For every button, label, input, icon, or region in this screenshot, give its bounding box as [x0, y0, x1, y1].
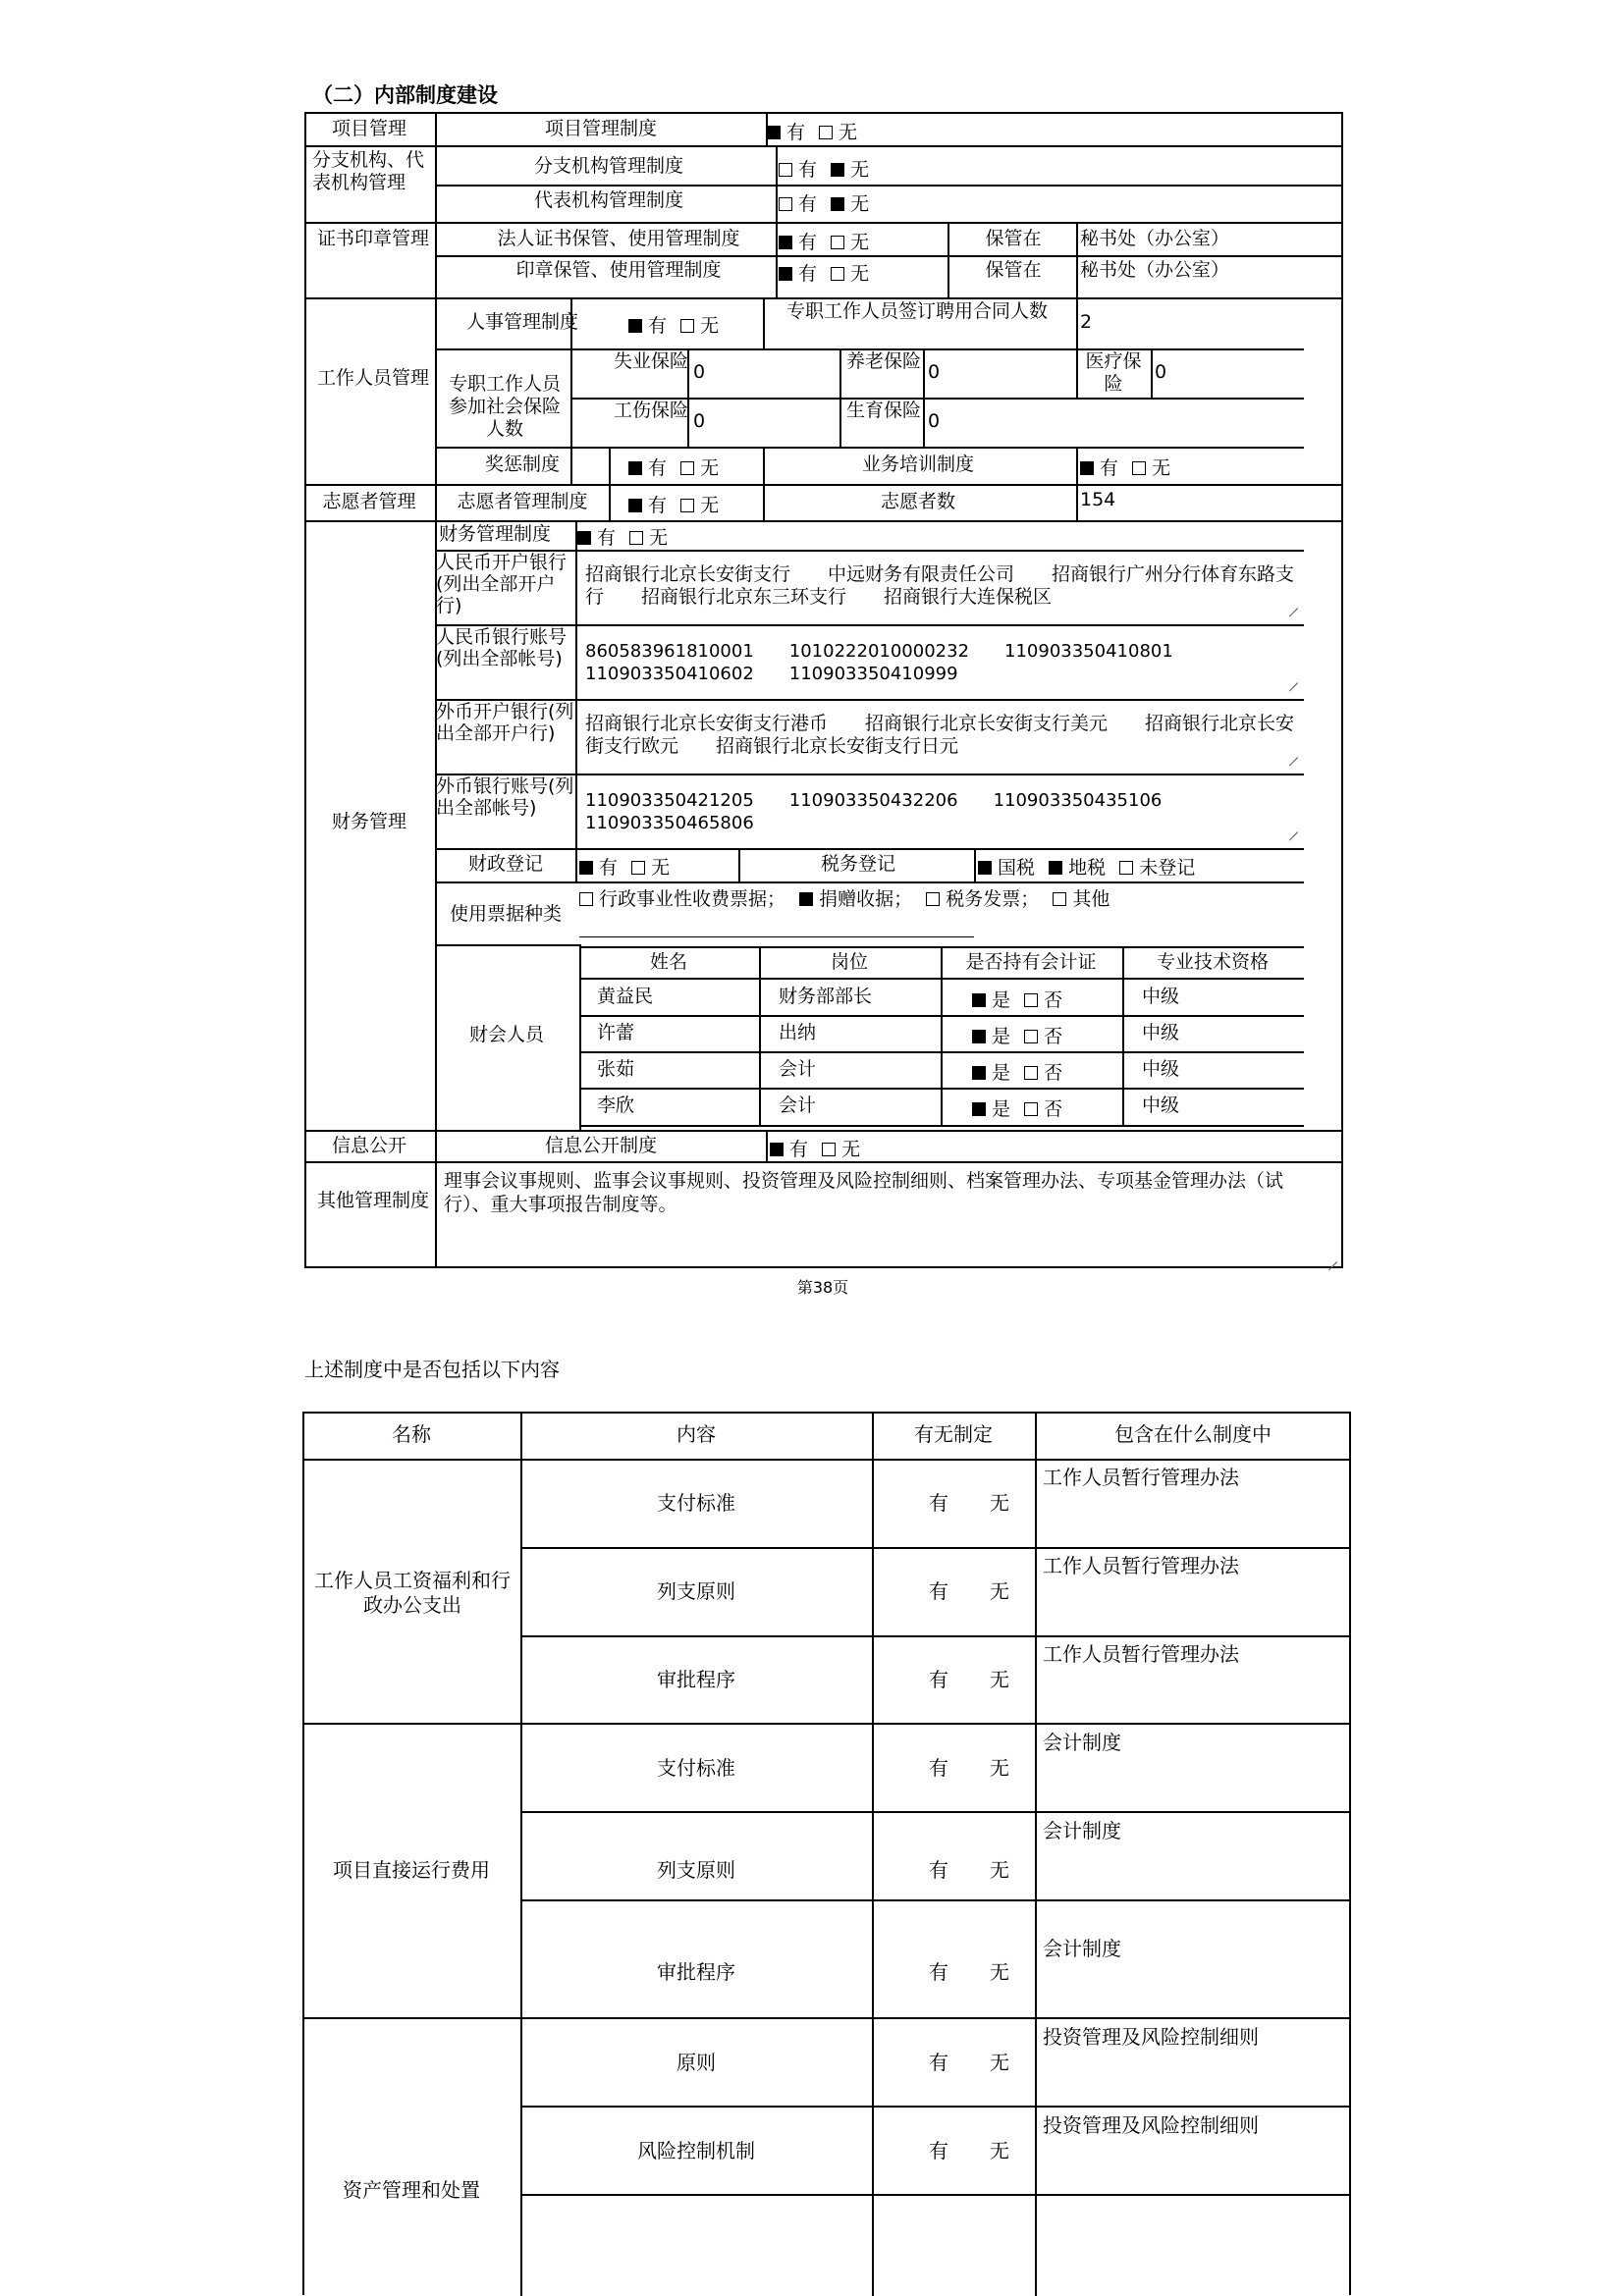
resize-handle-icon[interactable] — [1286, 746, 1298, 758]
yes-checkbox-icon[interactable] — [577, 531, 591, 545]
project-mgmt-label: 项目管理 — [331, 118, 407, 139]
t2-row-where[interactable]: 工作人员暂行管理办法 — [1043, 1466, 1239, 1489]
injury-ins-value[interactable]: 0 — [693, 410, 706, 432]
acct-header-post: 岗位 — [830, 951, 869, 973]
volunteer-count-value[interactable]: 154 — [1080, 489, 1116, 510]
yes-checkbox-icon[interactable] — [972, 1030, 986, 1043]
hr-system-name: 人事管理制度 — [465, 311, 579, 333]
national-tax-checkbox-icon[interactable] — [978, 861, 992, 875]
yes-checkbox-icon[interactable] — [628, 461, 642, 475]
t2-no-text[interactable]: 无 — [990, 1960, 1009, 1984]
rmb-bank-value[interactable]: 招商银行北京长安街支行 中远财务有限责任公司 招商银行广州分行体育东路支行 招商银行北京东三环支行 招商银行大连保税区 — [585, 563, 1295, 608]
fiscal-reg-name: 财政登记 — [467, 853, 544, 875]
t2-row-content: 审批程序 — [657, 1668, 735, 1691]
disclosure-system-name: 信息公开制度 — [544, 1135, 658, 1156]
cert-system-name: 法人证书保管、使用管理制度 — [497, 228, 740, 249]
t2-row-where[interactable]: 会计制度 — [1043, 1819, 1121, 1842]
cert-keeper-label: 保管在 — [985, 228, 1042, 249]
receipt-type-name: 使用票据种类 — [449, 903, 563, 925]
no-checkbox-icon[interactable] — [831, 163, 844, 177]
yes-checkbox-icon[interactable] — [628, 499, 642, 512]
no-checkbox-icon[interactable] — [831, 197, 844, 211]
t2-no-text[interactable]: 无 — [990, 2051, 1009, 2074]
seal-keeper-label: 保管在 — [985, 259, 1042, 281]
t2-row-where[interactable]: 会计制度 — [1043, 1731, 1121, 1754]
t2-no-text[interactable]: 无 — [990, 1858, 1009, 1882]
fx-account-value[interactable]: 110903350421205 110903350432206 110903350435106 110903350465806 — [585, 790, 1198, 833]
t2-group-name: 项目直接运行费用 — [333, 1858, 490, 1882]
other-receipt-checkbox-icon[interactable] — [1053, 892, 1066, 906]
fx-bank-label: 外币开户银行(列出全部开户行) — [436, 701, 574, 744]
acct-row-post[interactable]: 会计 — [779, 1058, 817, 1080]
acct-row-post[interactable]: 财务部部长 — [779, 986, 873, 1007]
t2-group-name: 资产管理和处置 — [343, 2178, 480, 2202]
no-checkbox-icon[interactable] — [680, 499, 694, 512]
acct-row-cert-choice[interactable]: 是 否 — [972, 986, 1062, 1012]
receipt-type-choice[interactable]: 行政事业性收费票据； 捐赠收据； 税务发票； 其他 — [579, 884, 1110, 911]
no-checkbox-icon[interactable] — [1024, 1066, 1038, 1080]
page-number: 第38页 — [796, 1278, 849, 1297]
acct-row-name[interactable]: 张茹 — [597, 1058, 635, 1080]
pension-ins-label: 养老保险 — [845, 350, 921, 372]
no-checkbox-icon[interactable] — [1024, 993, 1038, 1007]
other-system-value[interactable]: 理事会议事规则、监事会议事规则、投资管理及风险控制细则、档案管理办法、专项基金管理办法（试行）、重大事项报告制度等。 — [444, 1170, 1284, 1215]
t2-row-where[interactable]: 工作人员暂行管理办法 — [1043, 1642, 1239, 1666]
acct-header-level: 专业技术资格 — [1156, 951, 1270, 973]
t2-row-where[interactable]: 投资管理及风险控制细则 — [1043, 2113, 1259, 2137]
t2-row-content: 列支原则 — [657, 1858, 735, 1882]
t2-yes-text[interactable]: 有 — [929, 1858, 948, 1882]
resize-handle-icon[interactable] — [1286, 821, 1298, 832]
training-system-name: 业务培训制度 — [861, 454, 975, 475]
t2-no-text[interactable]: 无 — [990, 1491, 1009, 1515]
maternity-ins-value[interactable]: 0 — [928, 410, 941, 432]
t2-yes-text[interactable]: 有 — [929, 2051, 948, 2074]
reward-system-name: 奖惩制度 — [484, 454, 561, 475]
t2-yes-text[interactable]: 有 — [929, 1668, 948, 1691]
accountants-label: 财会人员 — [468, 1024, 545, 1045]
acct-row-cert-choice[interactable]: 是 否 — [972, 1022, 1062, 1048]
yes-checkbox-icon[interactable] — [779, 267, 792, 281]
t2-yes-text[interactable]: 有 — [929, 2139, 948, 2163]
acct-row-name[interactable]: 李欣 — [597, 1095, 635, 1116]
finance-system-choice[interactable]: 有 无 — [577, 523, 668, 550]
t2-row-content: 支付标准 — [657, 1756, 735, 1780]
t2-no-text[interactable]: 无 — [990, 2139, 1009, 2163]
yes-checkbox-icon[interactable] — [972, 1066, 986, 1080]
fx-bank-value[interactable]: 招商银行北京长安街支行港币 招商银行北京长安街支行美元 招商银行北京长安街支行欧元 招商银行北京长安街支行日元 — [585, 713, 1295, 757]
no-checkbox-icon[interactable] — [822, 1143, 836, 1156]
volunteer-system-name: 志愿者管理制度 — [457, 491, 588, 512]
content-check-table — [302, 1412, 1351, 2295]
other-system-label: 其他管理制度 — [316, 1190, 429, 1211]
pension-ins-value[interactable]: 0 — [928, 361, 941, 383]
seal-keeper-value[interactable]: 秘书处（办公室） — [1080, 259, 1230, 281]
yes-checkbox-icon[interactable] — [779, 163, 792, 177]
acct-row-post[interactable]: 会计 — [779, 1095, 817, 1116]
cert-mgmt-label: 证书印章管理 — [316, 228, 429, 249]
second-section-title: 上述制度中是否包括以下内容 — [304, 1358, 560, 1381]
acct-row-level[interactable]: 中级 — [1142, 986, 1180, 1007]
t2-no-text[interactable]: 无 — [990, 1579, 1009, 1603]
no-checkbox-icon[interactable] — [1024, 1102, 1038, 1116]
fiscal-reg-choice[interactable]: 有 无 — [579, 853, 670, 880]
t2-yes-text[interactable]: 有 — [929, 1491, 948, 1515]
branch-system-choice[interactable]: 有 无 — [779, 155, 869, 182]
no-checkbox-icon[interactable] — [831, 236, 844, 249]
t2-row-content: 风险控制机制 — [637, 2139, 755, 2163]
acct-row-cert-choice[interactable]: 是 否 — [972, 1095, 1062, 1121]
unemployment-ins-label: 失业保险 — [614, 350, 689, 372]
training-system-choice[interactable]: 有 无 — [1080, 454, 1170, 480]
acct-row-level[interactable]: 中级 — [1142, 1058, 1180, 1080]
acct-row-name[interactable]: 黄益民 — [597, 986, 654, 1007]
acct-header-name: 姓名 — [649, 951, 688, 973]
office-system-name: 代表机构管理制度 — [533, 189, 684, 211]
medical-ins-value[interactable]: 0 — [1155, 361, 1167, 383]
seal-system-choice[interactable]: 有 无 — [779, 259, 869, 286]
acct-row-cert-choice[interactable]: 是 否 — [972, 1058, 1062, 1085]
acct-row-level[interactable]: 中级 — [1142, 1095, 1180, 1116]
no-checkbox-icon[interactable] — [680, 461, 694, 475]
project-system-name: 项目管理制度 — [544, 118, 658, 139]
hr-system-choice[interactable]: 有 无 — [628, 311, 719, 338]
tax-reg-choice[interactable]: 国税 地税 未登记 — [978, 853, 1195, 880]
tax-invoice-checkbox-icon[interactable] — [926, 892, 940, 906]
t2-yes-text[interactable]: 有 — [929, 1960, 948, 1984]
contract-count-label: 专职工作人员签订聘用合同人数 — [785, 300, 1048, 322]
yes-checkbox-icon[interactable] — [770, 1143, 784, 1156]
disclosure-label: 信息公开 — [331, 1135, 407, 1156]
acct-row-level[interactable]: 中级 — [1142, 1022, 1180, 1043]
yes-checkbox-icon[interactable] — [767, 126, 781, 139]
t2-group-name: 工作人员工资福利和行政办公支出 — [314, 1569, 511, 1617]
project-system-choice[interactable]: 有 无 — [767, 118, 857, 144]
branch-system-name: 分支机构管理制度 — [533, 155, 684, 177]
reward-system-choice[interactable]: 有 无 — [628, 454, 719, 480]
yes-checkbox-icon[interactable] — [972, 993, 986, 1007]
injury-ins-label: 工伤保险 — [614, 400, 689, 421]
cert-keeper-value[interactable]: 秘书处（办公室） — [1080, 228, 1230, 249]
staff-mgmt-label: 工作人员管理 — [316, 367, 429, 389]
no-checkbox-icon[interactable] — [629, 531, 643, 545]
contract-count-value[interactable]: 2 — [1080, 311, 1093, 333]
yes-checkbox-icon[interactable] — [779, 236, 792, 249]
no-checkbox-icon[interactable] — [1132, 461, 1146, 475]
no-checkbox-icon[interactable] — [680, 319, 694, 333]
t2-row-content: 原则 — [677, 2051, 716, 2074]
acct-row-post[interactable]: 出纳 — [779, 1022, 817, 1043]
volunteer-count-label: 志愿者数 — [880, 491, 956, 512]
finance-mgmt-label: 财务管理 — [331, 811, 407, 832]
volunteer-mgmt-label: 志愿者管理 — [322, 491, 416, 512]
t2-row-content: 列支原则 — [657, 1579, 735, 1603]
t2-row-where[interactable]: 工作人员暂行管理办法 — [1043, 1554, 1239, 1577]
donation-receipt-checkbox-icon[interactable] — [799, 892, 813, 906]
rmb-bank-label: 人民币开户银行(列出全部开户行) — [436, 552, 568, 616]
t2-row-where[interactable]: 会计制度 — [1043, 1937, 1121, 1960]
yes-checkbox-icon[interactable] — [972, 1102, 986, 1116]
admin-fee-receipt-checkbox-icon[interactable] — [579, 892, 593, 906]
yes-checkbox-icon[interactable] — [628, 319, 642, 333]
rmb-account-value[interactable]: 860583961810001 1010222010000232 110903350410801 110903350410602 110903350410999 — [585, 641, 1209, 684]
no-checkbox-icon[interactable] — [831, 267, 844, 281]
t2-row-where[interactable]: 投资管理及风险控制细则 — [1043, 2025, 1259, 2049]
yes-checkbox-icon[interactable] — [579, 861, 593, 875]
t2-no-text[interactable]: 无 — [990, 1756, 1009, 1780]
medical-ins-label: 医疗保险 — [1085, 350, 1142, 395]
cert-system-choice[interactable]: 有 无 — [779, 228, 869, 254]
resize-handle-icon[interactable] — [1286, 671, 1298, 683]
finance-system-name: 财务管理制度 — [439, 523, 552, 545]
tax-reg-name: 税务登记 — [820, 853, 896, 875]
no-checkbox-icon[interactable] — [1024, 1030, 1038, 1043]
local-tax-checkbox-icon[interactable] — [1049, 861, 1062, 875]
branch-mgmt-label: 分支机构、代表机构管理 — [312, 149, 425, 193]
seal-system-name: 印章保管、使用管理制度 — [515, 259, 722, 281]
resize-handle-icon[interactable] — [1326, 1251, 1337, 1262]
section-title: （二）内部制度建设 — [312, 83, 498, 107]
t2-header-where: 包含在什么制度中 — [1114, 1422, 1272, 1446]
t2-row-content: 审批程序 — [657, 1960, 735, 1984]
yes-checkbox-icon[interactable] — [1080, 461, 1094, 475]
office-system-choice[interactable]: 有 无 — [779, 189, 869, 216]
t2-header-content: 内容 — [677, 1422, 716, 1446]
unregistered-checkbox-icon[interactable] — [1119, 861, 1133, 875]
t2-row-content: 支付标准 — [657, 1491, 735, 1515]
t2-yes-text[interactable]: 有 — [929, 1579, 948, 1603]
volunteer-system-choice[interactable]: 有 无 — [628, 491, 719, 517]
resize-handle-icon[interactable] — [1286, 597, 1298, 609]
maternity-ins-label: 生育保险 — [845, 400, 921, 421]
acct-header-cert: 是否持有会计证 — [965, 951, 1097, 973]
t2-yes-text[interactable]: 有 — [929, 1756, 948, 1780]
t2-header-name: 名称 — [392, 1422, 431, 1446]
acct-row-name[interactable]: 许蕾 — [597, 1022, 635, 1043]
insurance-count-label: 专职工作人员参加社会保险人数 — [448, 373, 561, 440]
rmb-account-label: 人民币银行账号(列出全部帐号) — [436, 626, 568, 669]
t2-no-text[interactable]: 无 — [990, 1668, 1009, 1691]
no-checkbox-icon[interactable] — [819, 126, 833, 139]
yes-checkbox-icon[interactable] — [779, 197, 792, 211]
unemployment-ins-value[interactable]: 0 — [693, 361, 706, 383]
no-checkbox-icon[interactable] — [631, 861, 645, 875]
t2-header-defined: 有无制定 — [914, 1422, 993, 1446]
disclosure-system-choice[interactable]: 有 无 — [770, 1135, 860, 1161]
fx-account-label: 外币银行账号(列出全部帐号) — [436, 775, 574, 819]
